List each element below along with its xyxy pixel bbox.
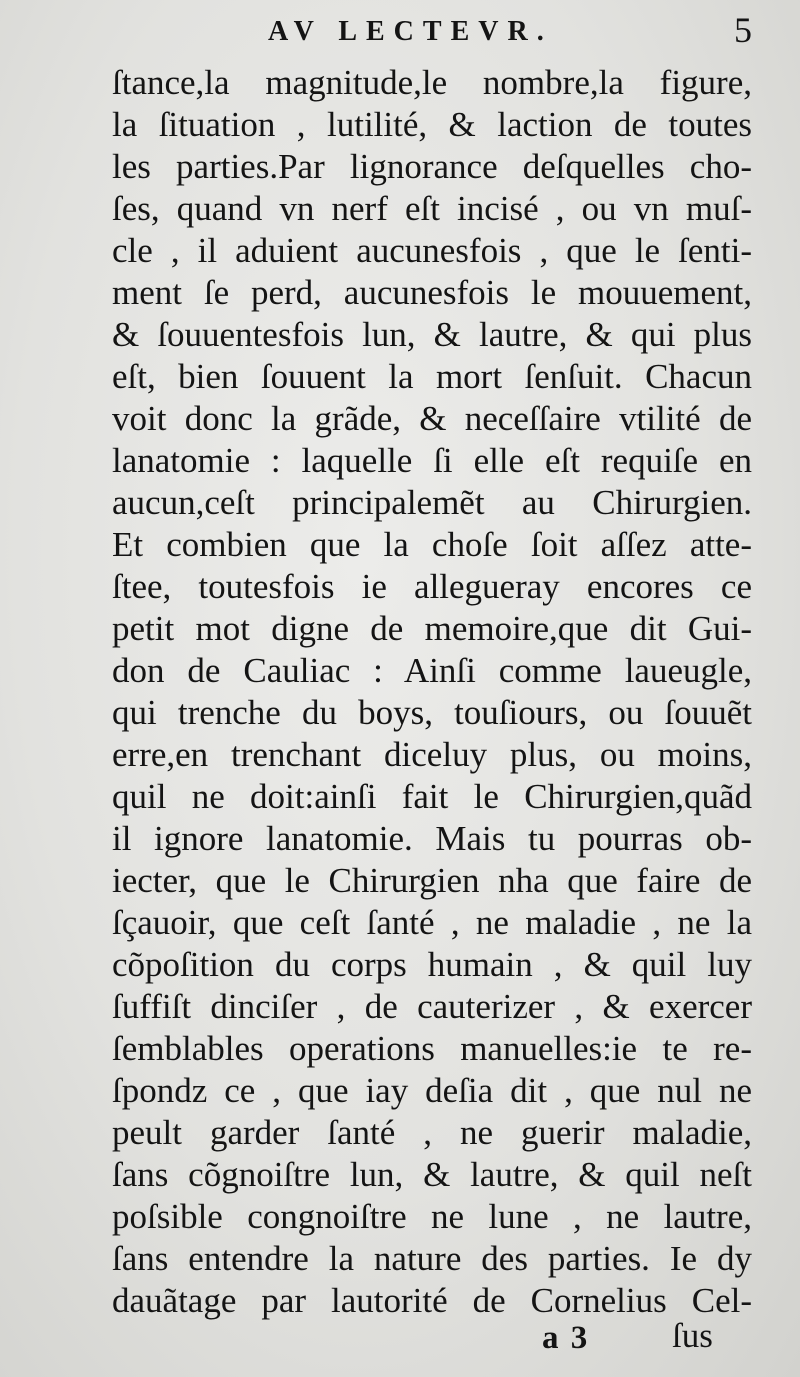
text-line: cle , il aduient aucunesfois , que le ſenti- (112, 231, 752, 270)
running-head: AV LECTEVR. (268, 16, 553, 47)
text-line: ſuffiſt dinciſer , de cauterizer , & exercer (112, 987, 752, 1026)
text-line: iecter, que le Chirurgien nha que faire de (112, 861, 752, 900)
text-line: erre,en trenchant diceluy plus, ou moins, (112, 735, 752, 774)
text-line: dauãtage par lautorité de Cornelius Cel- (112, 1281, 752, 1320)
text-line: ſpondz ce , que iay deſia dit , que nul ne (112, 1071, 752, 1110)
text-line: ſes, quand vn nerf eſt incisé , ou vn muſ- (112, 189, 752, 228)
text-line: quil ne doit:ainſi fait le Chirurgien,quãd (112, 777, 752, 816)
text-line: voit donc la grãde, & neceſſaire vtilité de (112, 399, 752, 438)
text-line: ſans cõgnoiſtre lun, & lautre, & quil neſt (112, 1155, 752, 1194)
text-line: aucun,ceſt principalemẽt au Chirurgien. (112, 483, 752, 522)
text-line: peult garder ſanté , ne guerir maladie, (112, 1113, 752, 1152)
text-line: ſemblables operations manuelles:ie te re- (112, 1029, 752, 1068)
body-text (112, 62, 752, 1322)
signature-mark: a 3 (542, 1320, 590, 1356)
text-line: don de Cauliac : Ainſi comme laueugle, (112, 651, 752, 690)
text-line: ſtee, toutesfois ie allegueray encores ce (112, 567, 752, 606)
text-line: ment ſe perd, aucunesfois le mouuement, (112, 273, 752, 312)
text-line: & ſouuentesfois lun, & lautre, & qui plus (112, 315, 752, 354)
text-line: ſans entendre la nature des parties. Ie dy (112, 1239, 752, 1278)
page-number: 5 (734, 10, 752, 50)
text-line: lanatomie : laquelle ſi elle eſt requiſe en (112, 441, 752, 480)
text-line: il ignore lanatomie. Mais tu pourras ob- (112, 819, 752, 858)
text-line: ſçauoir, que ceſt ſanté , ne maladie , ne la (112, 903, 752, 942)
text-line: poſsible congnoiſtre ne lune , ne lautre, (112, 1197, 752, 1236)
text-line: la ſituation , lutilité, & laction de toutes (112, 105, 752, 144)
text-line: eſt, bien ſouuent la mort ſenſuit. Chacun (112, 357, 752, 396)
text-line: qui trenche du boys, touſiours, ou ſouuẽt (112, 693, 752, 732)
catchword: ſus (672, 1316, 713, 1355)
text-line: ſtance,la magnitude,le nombre,la figure, (112, 63, 752, 102)
text-line: les parties.Par lignorance deſquelles cho- (112, 147, 752, 186)
text-line: Et combien que la choſe ſoit aſſez atte- (112, 525, 752, 564)
text-line: cõpoſition du corps humain , & quil luy (112, 945, 752, 984)
text-line: petit mot digne de memoire,que dit Gui- (112, 609, 752, 648)
